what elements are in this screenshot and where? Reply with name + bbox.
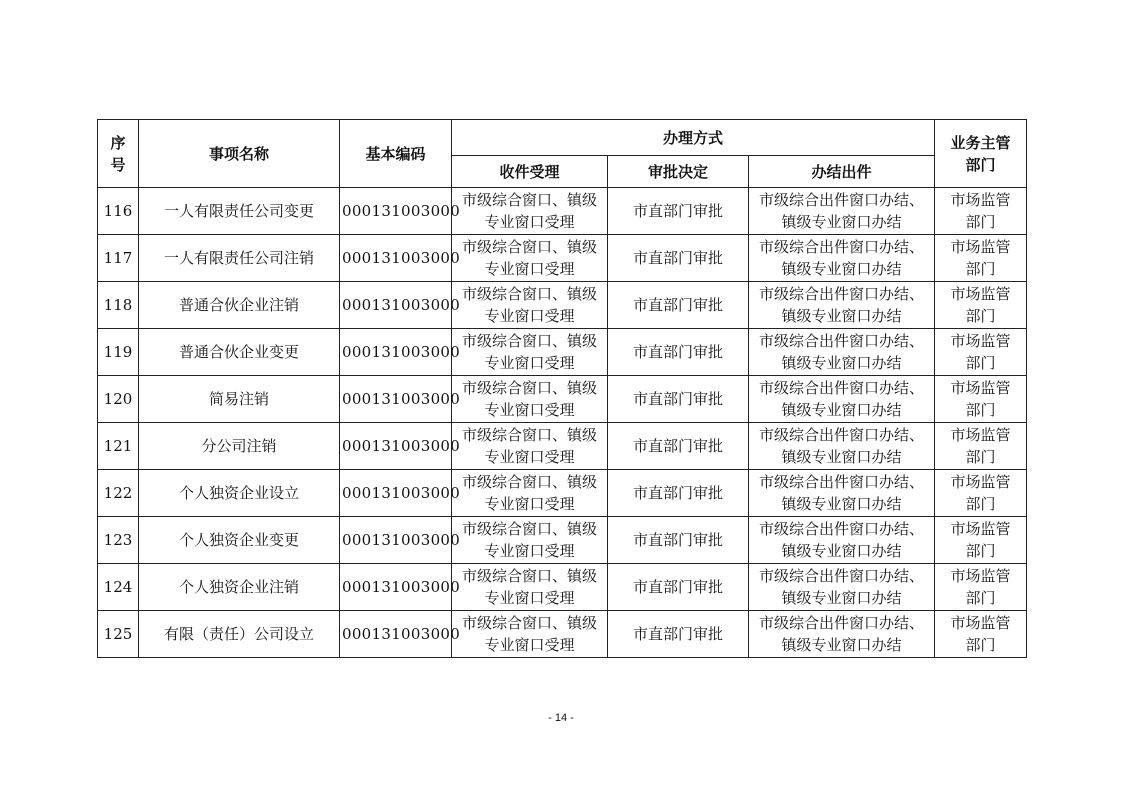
cell-receive-line-2: 专业窗口受理	[484, 307, 575, 325]
cell-receive	[452, 517, 608, 564]
header-row-top	[98, 120, 1027, 156]
cell-receive-line-1: 市级综合窗口、镇级	[461, 567, 597, 585]
header-approve: 审批决定	[608, 156, 749, 188]
table-row	[98, 282, 1027, 329]
cell-receive	[452, 188, 608, 235]
cell-code: 000131003000	[340, 470, 452, 517]
cell-name: 普通合伙企业变更	[139, 329, 340, 376]
cell-seq: 120	[98, 376, 139, 423]
cell-finish-line-1: 市级综合出件窗口办结、	[758, 332, 924, 350]
cell-finish	[749, 376, 935, 423]
cell-finish-line-2: 镇级专业窗口办结	[781, 636, 902, 654]
cell-finish-line-1: 市级综合出件窗口办结、	[758, 473, 924, 491]
cell-receive	[452, 423, 608, 470]
cell-finish-line-1: 市级综合出件窗口办结、	[758, 238, 924, 256]
cell-finish-line-1: 市级综合出件窗口办结、	[758, 191, 924, 209]
table-row	[98, 235, 1027, 282]
cell-receive-line-1: 市级综合窗口、镇级	[461, 238, 597, 256]
table-row	[98, 188, 1027, 235]
cell-approve: 市直部门审批	[608, 282, 749, 329]
cell-finish	[749, 329, 935, 376]
cell-receive	[452, 611, 608, 658]
cell-finish	[749, 470, 935, 517]
cell-code: 000131003000	[340, 329, 452, 376]
cell-name: 个人独资企业设立	[139, 470, 340, 517]
cell-approve: 市直部门审批	[608, 188, 749, 235]
cell-finish	[749, 564, 935, 611]
cell-dept	[935, 611, 1027, 658]
cell-finish	[749, 423, 935, 470]
cell-finish-line-1: 市级综合出件窗口办结、	[758, 285, 924, 303]
header-code: 基本编码	[340, 120, 452, 188]
cell-dept-line-1: 市场监管	[950, 238, 1011, 256]
cell-finish-line-1: 市级综合出件窗口办结、	[758, 520, 924, 538]
cell-dept	[935, 517, 1027, 564]
cell-finish-line-1: 市级综合出件窗口办结、	[758, 379, 924, 397]
cell-dept-line-2: 部门	[965, 401, 996, 419]
cell-receive-line-2: 专业窗口受理	[484, 213, 575, 231]
cell-dept-line-1: 市场监管	[950, 285, 1011, 303]
cell-name: 一人有限责任公司注销	[139, 235, 340, 282]
cell-dept	[935, 376, 1027, 423]
cell-receive-line-2: 专业窗口受理	[484, 260, 575, 278]
cell-seq: 125	[98, 611, 139, 658]
cell-receive-line-2: 专业窗口受理	[484, 542, 575, 560]
cell-receive-line-1: 市级综合窗口、镇级	[461, 285, 597, 303]
cell-code: 000131003000	[340, 611, 452, 658]
cell-seq: 122	[98, 470, 139, 517]
header-seq	[98, 120, 139, 188]
cell-name: 个人独资企业变更	[139, 517, 340, 564]
table-row	[98, 423, 1027, 470]
cell-receive-line-2: 专业窗口受理	[484, 495, 575, 513]
cell-dept-line-1: 市场监管	[950, 520, 1011, 538]
cell-dept-line-1: 市场监管	[950, 332, 1011, 350]
cell-code: 000131003000	[340, 282, 452, 329]
cell-approve: 市直部门审批	[608, 470, 749, 517]
cell-receive	[452, 564, 608, 611]
page-number: - 14 -	[548, 712, 574, 724]
cell-finish	[749, 517, 935, 564]
cell-finish-line-2: 镇级专业窗口办结	[781, 307, 902, 325]
cell-approve: 市直部门审批	[608, 235, 749, 282]
cell-finish	[749, 282, 935, 329]
cell-dept	[935, 423, 1027, 470]
cell-receive-line-2: 专业窗口受理	[484, 589, 575, 607]
cell-name: 有限（责任）公司设立	[139, 611, 340, 658]
header-dept-line-1: 业务主管	[950, 133, 1011, 152]
cell-approve: 市直部门审批	[608, 517, 749, 564]
table-body	[98, 188, 1027, 658]
cell-approve: 市直部门审批	[608, 423, 749, 470]
cell-receive-line-2: 专业窗口受理	[484, 448, 575, 466]
header-seq-line-1: 序	[110, 133, 126, 152]
cell-dept-line-1: 市场监管	[950, 473, 1011, 491]
table-row	[98, 376, 1027, 423]
cell-code: 000131003000	[340, 423, 452, 470]
cell-receive-line-1: 市级综合窗口、镇级	[461, 379, 597, 397]
cell-receive	[452, 376, 608, 423]
cell-code: 000131003000	[340, 188, 452, 235]
cell-code: 000131003000	[340, 376, 452, 423]
cell-finish-line-2: 镇级专业窗口办结	[781, 354, 902, 372]
cell-dept	[935, 329, 1027, 376]
header-dept	[935, 120, 1027, 188]
cell-approve: 市直部门审批	[608, 376, 749, 423]
cell-receive	[452, 470, 608, 517]
cell-name: 普通合伙企业注销	[139, 282, 340, 329]
cell-finish-line-2: 镇级专业窗口办结	[781, 213, 902, 231]
cell-receive	[452, 329, 608, 376]
cell-dept-line-1: 市场监管	[950, 567, 1011, 585]
cell-dept-line-1: 市场监管	[950, 379, 1011, 397]
table-row	[98, 564, 1027, 611]
table-row	[98, 470, 1027, 517]
cell-dept	[935, 188, 1027, 235]
cell-seq: 116	[98, 188, 139, 235]
cell-code: 000131003000	[340, 235, 452, 282]
cell-finish-line-2: 镇级专业窗口办结	[781, 589, 902, 607]
cell-name: 分公司注销	[139, 423, 340, 470]
cell-finish-line-1: 市级综合出件窗口办结、	[758, 426, 924, 444]
cell-finish-line-2: 镇级专业窗口办结	[781, 401, 902, 419]
cell-dept-line-2: 部门	[965, 542, 996, 560]
cell-receive-line-1: 市级综合窗口、镇级	[461, 426, 597, 444]
cell-code: 000131003000	[340, 564, 452, 611]
cell-seq: 118	[98, 282, 139, 329]
cell-seq: 123	[98, 517, 139, 564]
header-seq-line-2: 号	[110, 155, 126, 174]
cell-finish	[749, 188, 935, 235]
cell-dept	[935, 282, 1027, 329]
header-finish: 办结出件	[749, 156, 935, 188]
cell-finish-line-2: 镇级专业窗口办结	[781, 260, 902, 278]
cell-receive	[452, 235, 608, 282]
cell-dept-line-1: 市场监管	[950, 426, 1011, 444]
cell-finish	[749, 611, 935, 658]
matters-table	[97, 119, 1027, 658]
cell-receive	[452, 282, 608, 329]
cell-seq: 117	[98, 235, 139, 282]
header-name: 事项名称	[139, 120, 340, 188]
cell-dept-line-1: 市场监管	[950, 614, 1011, 632]
cell-seq: 124	[98, 564, 139, 611]
cell-code: 000131003000	[340, 517, 452, 564]
cell-dept	[935, 564, 1027, 611]
cell-receive-line-1: 市级综合窗口、镇级	[461, 473, 597, 491]
cell-dept-line-2: 部门	[965, 354, 996, 372]
cell-dept-line-2: 部门	[965, 589, 996, 607]
cell-receive-line-1: 市级综合窗口、镇级	[461, 191, 597, 209]
cell-approve: 市直部门审批	[608, 611, 749, 658]
cell-name: 简易注销	[139, 376, 340, 423]
cell-receive-line-2: 专业窗口受理	[484, 636, 575, 654]
cell-dept-line-1: 市场监管	[950, 191, 1011, 209]
cell-dept-line-2: 部门	[965, 448, 996, 466]
cell-receive-line-1: 市级综合窗口、镇级	[461, 520, 597, 538]
cell-approve: 市直部门审批	[608, 329, 749, 376]
header-dept-line-2: 部门	[965, 155, 996, 174]
cell-dept-line-2: 部门	[965, 495, 996, 513]
cell-finish-line-2: 镇级专业窗口办结	[781, 448, 902, 466]
cell-name: 一人有限责任公司变更	[139, 188, 340, 235]
cell-dept-line-2: 部门	[965, 213, 996, 231]
table-row	[98, 517, 1027, 564]
cell-dept-line-2: 部门	[965, 260, 996, 278]
header-method: 办理方式	[452, 120, 935, 156]
cell-finish-line-1: 市级综合出件窗口办结、	[758, 567, 924, 585]
cell-receive-line-1: 市级综合窗口、镇级	[461, 332, 597, 350]
cell-name: 个人独资企业注销	[139, 564, 340, 611]
cell-approve: 市直部门审批	[608, 564, 749, 611]
cell-finish-line-2: 镇级专业窗口办结	[781, 495, 902, 513]
cell-dept-line-2: 部门	[965, 307, 996, 325]
cell-finish-line-1: 市级综合出件窗口办结、	[758, 614, 924, 632]
cell-dept	[935, 235, 1027, 282]
cell-finish-line-2: 镇级专业窗口办结	[781, 542, 902, 560]
cell-finish	[749, 235, 935, 282]
cell-receive-line-2: 专业窗口受理	[484, 354, 575, 372]
cell-dept	[935, 470, 1027, 517]
cell-receive-line-2: 专业窗口受理	[484, 401, 575, 419]
cell-seq: 121	[98, 423, 139, 470]
cell-receive-line-1: 市级综合窗口、镇级	[461, 614, 597, 632]
cell-seq: 119	[98, 329, 139, 376]
cell-dept-line-2: 部门	[965, 636, 996, 654]
table-row	[98, 611, 1027, 658]
table-row	[98, 329, 1027, 376]
header-receive: 收件受理	[452, 156, 608, 188]
